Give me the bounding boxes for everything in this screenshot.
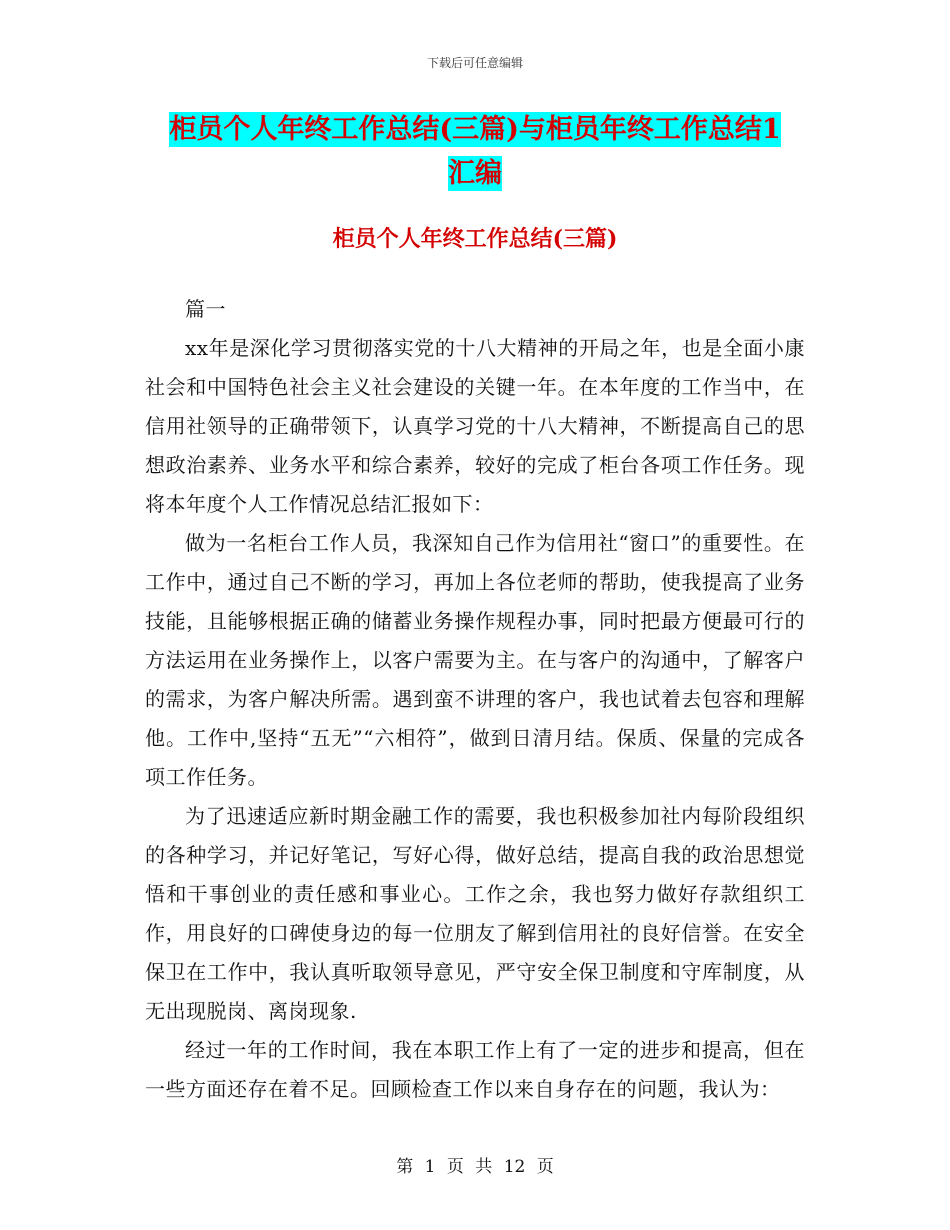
page-number: 第 1 页 共 12 页: [396, 1157, 554, 1177]
paragraph-section-label: 篇一: [185, 297, 226, 321]
document-title-line1: 柜员个人年终工作总结(三篇)与柜员年终工作总结1: [169, 114, 781, 145]
paragraph: 经过一年的工作时间，我在本职工作上有了一定的进步和提高，但在一些方面还存在着不足。回顾检查工作以来自身存在的问题，我认为：: [145, 1038, 805, 1101]
paragraph: 为了迅速适应新时期金融工作的需要，我也积极参加社内每阶段组织的各种学习，并记好笔记，写好心得，做好总结，提高自我的政治思想觉悟和干事创业的责任感和事业心。工作之余，我也努力做好存款组织工作，用良好的口碑使身边的每一位朋友了解到信用社的良好信誉。在安全保卫在工作中，我认真听取领导意见，严守安全保卫制度和守库制度，从无出现脱岗、离岗现象.: [145, 804, 805, 1023]
document-title-line2: 汇编: [448, 158, 502, 189]
body-text: [145, 290, 805, 1109]
document-title: [150, 108, 800, 196]
section-title: 柜员个人年终工作总结(三篇): [332, 226, 618, 252]
header-note: 下载后可任意编辑: [426, 56, 523, 70]
paragraph: xx年是深化学习贯彻落实党的十八大精神的开局之年，也是全面小康社会和中国特色社会主义社会建设的关键一年。在本年度的工作当中，在信用社领导的正确带领下，认真学习党的十八大精神，不断提高自己的思想政治素养、业务水平和综合素养，较好的完成了柜台各项工作任务。现将本年度个人工作情况总结汇报如下：: [145, 336, 805, 516]
paragraph: 做为一名柜台工作人员，我深知自己作为信用社“窗口”的重要性。在工作中，通过自己不断的学习，再加上各位老师的帮助，使我提高了业务技能，且能够根据正确的储蓄业务操作规程办事，同时把最方便最可行的方法运用在业务操作上，以客户需要为主。在与客户的沟通中，了解客户的需求，为客户解决所需。遇到蛮不讲理的客户，我也试着去包容和理解他。工作中,坚持“五无”“六相符”，做到日清月结。保质、保量的完成各项工作任务。: [145, 531, 805, 789]
